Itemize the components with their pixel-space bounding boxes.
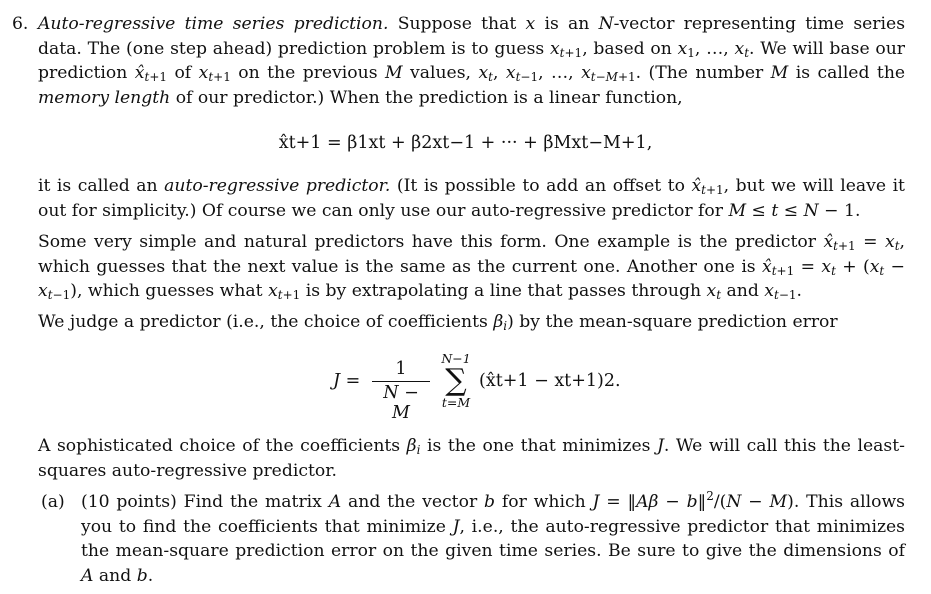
text: and the vector	[348, 492, 478, 512]
text: values,	[410, 63, 471, 83]
equation-autoregressive: x̂t+1 = β1xt + β2xt−1 + ··· + βMxt−M+1,	[278, 133, 653, 153]
text: , but we will leave it out for simplicity.) Of course we can only use our auto-regressive predictor for	[38, 176, 905, 221]
part-a-label: (a)	[41, 492, 65, 512]
eq-lhs: J =	[333, 371, 361, 391]
text: -vector representing time series data. The (one step ahead) prediction problem is to guess	[38, 14, 906, 59]
part-a-points: (10 points)	[81, 492, 177, 512]
paragraph-definition: it is called an auto-regressive predictor. (It is possible to add an offset to $x̂_{t+1}$, but we will leave it out for simplicity.) Of course we can only use our auto-regressive predictor for M ≤ t ≤ N − 1.	[38, 176, 905, 221]
part-a: (a) (10 points) Find the matrix A and the vector b for which J = ‖Aβ − b‖$^2$/(N − M). This allows you to find the coefficients that minimize J, i.e., the auto-regressive predictor that minimizes the mean-square prediction error on the given time series. Be sure to give the dimensions of A and b.	[41, 489, 906, 586]
text: A sophisticated choice of the coefficients	[38, 436, 401, 456]
text: on the previous	[238, 63, 378, 83]
term-auto-regressive-predictor: auto-regressive predictor.	[164, 176, 391, 196]
text: it is called an	[38, 176, 158, 196]
text: for which	[501, 492, 586, 512]
eq-sigma: ∑	[445, 363, 467, 398]
eq-sum-upper: N−1	[441, 351, 471, 366]
eq-numerator: 1	[395, 359, 407, 379]
text: which guesses that the next value is the same as the current one. Another one is	[38, 256, 756, 277]
equation-mean-square-error	[333, 352, 663, 422]
text: ) by the mean-square prediction error	[507, 312, 838, 332]
text: is the one that minimizes	[426, 436, 651, 456]
eq-sum-lower: t=M	[441, 395, 471, 410]
text: We judge a predictor (i.e., the choice of coefficients	[38, 312, 488, 332]
text: , based on	[582, 38, 672, 59]
text: is by extrapolating a line that passes through	[305, 281, 702, 301]
text: , i.e., the auto-regressive predictor that minimizes the mean-square prediction error on the given time series. Be sure to give the dimensions of	[81, 516, 906, 561]
text: Suppose that	[397, 14, 517, 34]
text: Some very simple and natural predictors have this form. One example is the predictor	[38, 232, 816, 252]
text: We will call this the least-squares auto-regressive predictor.	[38, 436, 905, 481]
text: is an	[544, 14, 590, 34]
text: is called the	[795, 63, 906, 83]
text: of our predictor.) When the prediction is a linear function,	[175, 87, 683, 108]
eq-denominator: N − M	[383, 383, 419, 423]
paragraph-least-squares: A sophisticated choice of the coefficients $\beta_i$ is the one that minimizes J. We will call this the least-squares auto-regressive predictor.	[38, 436, 905, 481]
text: . This allows you to find the coefficients that minimize	[81, 492, 906, 537]
text: which guesses what	[87, 281, 263, 301]
paragraph-examples: Some very simple and natural predictors have this form. One example is the predictor $x̂_{t+1} = x_t$, which guesses that the next value is the same as the current one. Another one is $x̂_{t+1} = x_t + (x_t - x_{t-1})$, which guesses what $x_{t+1}$ is by extrapolating a line that passes through $x_t$ and $x_{t-1}$.	[38, 232, 906, 302]
paragraph-error-intro: We judge a predictor (i.e., the choice of coefficients $\beta_i$) by the mean-square prediction error	[38, 312, 838, 333]
problem-number: 6.	[12, 14, 29, 34]
problem-intro-paragraph: 6. Auto-regressive time series prediction. Suppose that x is an N-vector representing time series data. The (one step ahead) prediction problem is to guess $x_{t+1}$, based on $x_1$, …, $x_t$. We will base our prediction $x̂_{t+1}$ of $x_{t+1}$ on the previous M values, $x_t$, $x_{t-1}$, …, $x_{t-M+1}$. (The number M is called the memory length of our predictor.) When the prediction is a linear function,	[12, 14, 906, 108]
text: We will base our prediction	[38, 38, 906, 83]
text: and	[98, 565, 132, 586]
eq-summation	[436, 352, 476, 410]
text: of	[174, 63, 192, 83]
problem-title: Auto-regressive time series prediction.	[38, 14, 389, 34]
term-memory-length: memory length	[38, 87, 171, 108]
text: Find the matrix	[183, 492, 322, 512]
eq-fraction	[372, 359, 430, 423]
text: (The number	[648, 63, 764, 83]
text: and	[726, 281, 759, 301]
eq-term: (x̂t+1 − xt+1)2.	[479, 371, 621, 391]
text: (It is possible to add an offset to	[396, 176, 685, 196]
